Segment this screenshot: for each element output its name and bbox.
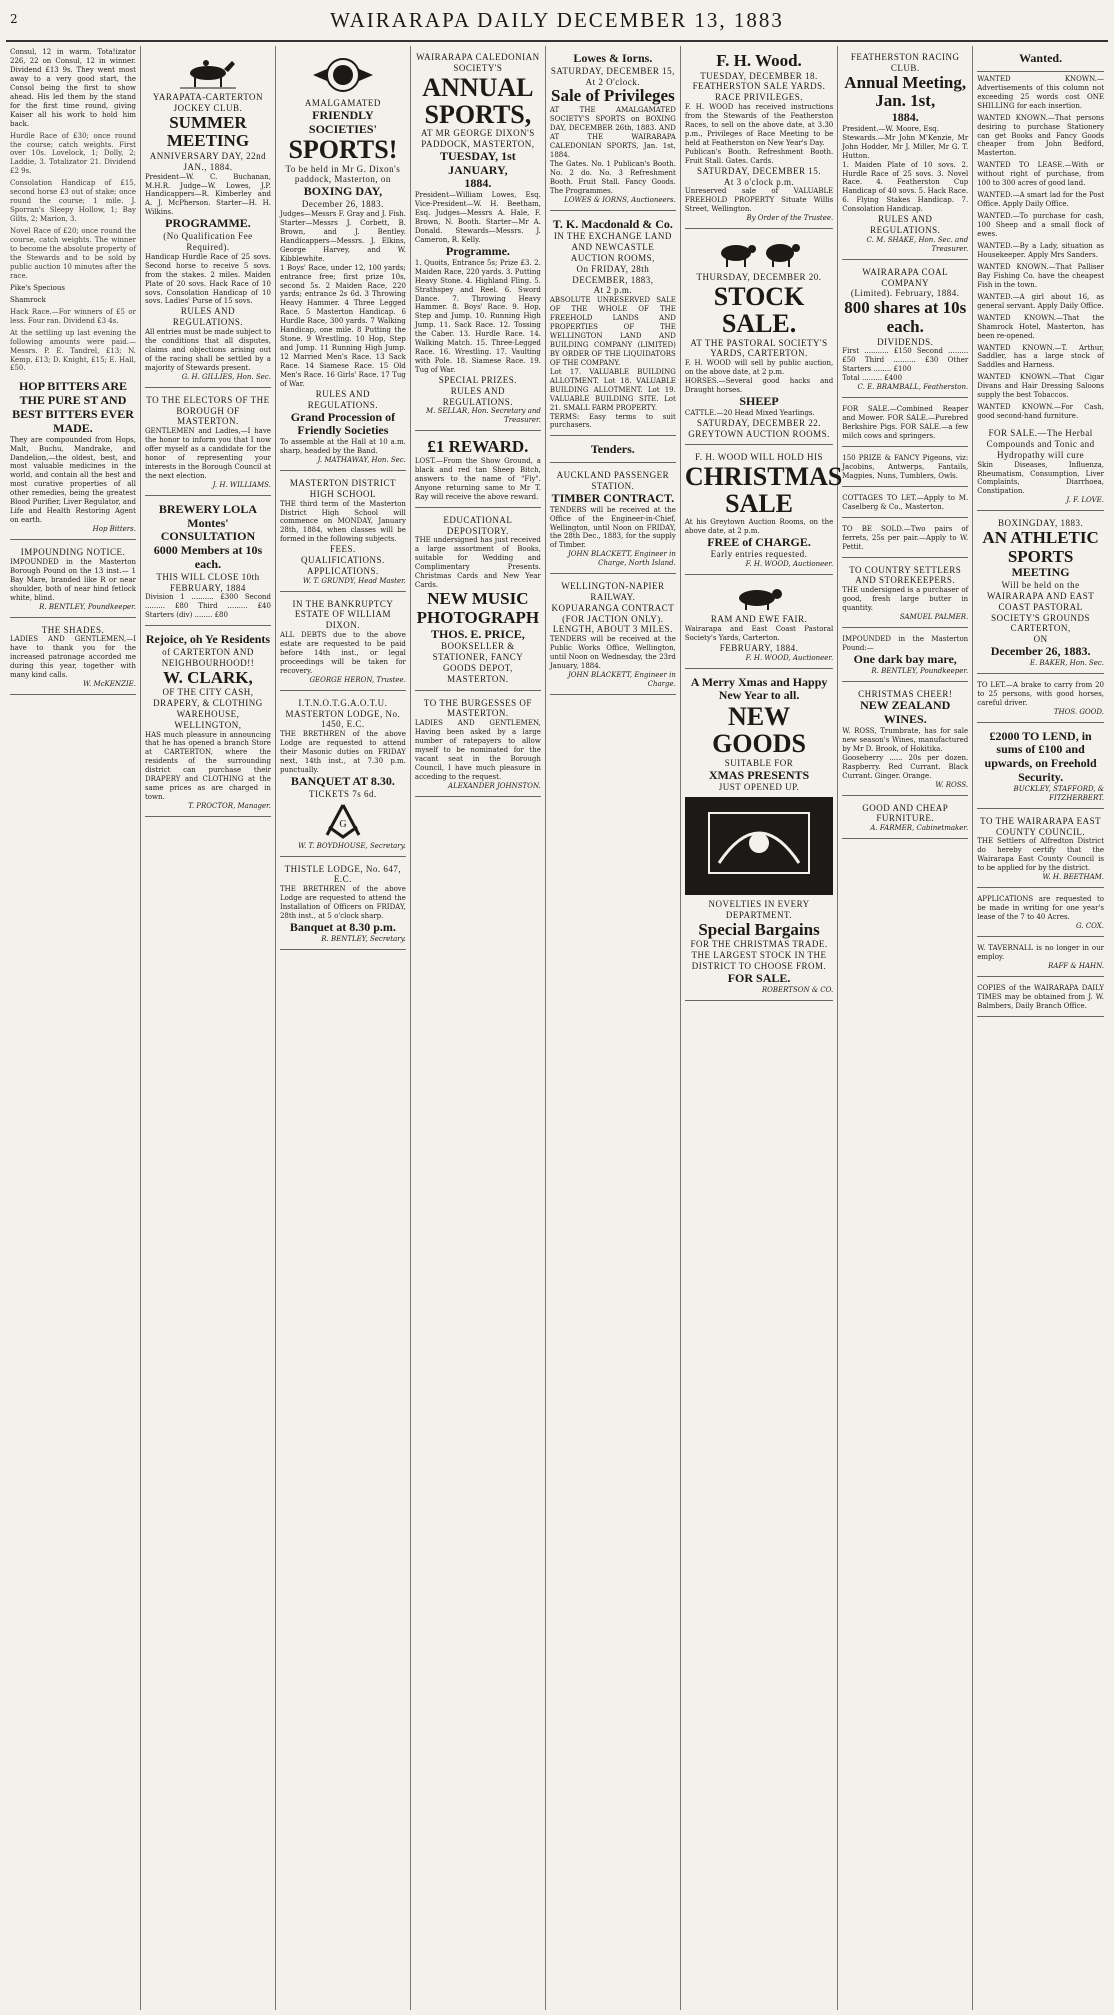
- clark-drapery-ad: [145, 629, 271, 817]
- wanted-item: WANTED TO LEASE.—With or without right of purchase, from 100 to 300 acres of good land.: [977, 161, 1105, 188]
- ad-signature: ALEXANDER JOHNSTON.: [448, 781, 541, 790]
- athletic-sports-ad: [977, 514, 1104, 674]
- ad-subheading: RULES AND REGULATIONS.: [307, 388, 379, 410]
- timber-contract-ad: [550, 466, 676, 574]
- ad-headline: 800 shares at 10s each.: [844, 298, 967, 336]
- christmas-wines-ad: [842, 685, 968, 796]
- jockey-club-ad: [145, 48, 271, 388]
- ad-note: LENGTH, ABOUT 3 MILES.: [552, 624, 673, 635]
- masthead: [0, 0, 1114, 40]
- ad-body: TO LET.—A brake to carry from 20 to 25 persons, with good horses, careful driver.: [977, 680, 1105, 707]
- ad-subheading: QUALIFICATIONS.: [301, 555, 385, 566]
- ad-place: WAIRARAPA AND EAST COAST PASTORAL SOCIETY'S GROUNDS CARTERTON,: [987, 591, 1095, 634]
- race-report-text: Consul, 12 in warm. Tota!izator 226, 22 on Consul, 12 in winner. Dividend £13 9s. They went most away to a very good start, the Consol being the first to show ahead. His led them by the stand for the first time round, giving Kaiser all his work to hold him back.: [10, 48, 136, 128]
- ad-signature: Hop Bitters.: [92, 525, 136, 534]
- ad-officers: Stewards.—Mr John M'Kenzie, Mr John Hodder, Mr J. Miller, Mr G. T. Hutton.: [842, 133, 969, 160]
- ad-signature: GEORGE HERON, Trustee.: [309, 675, 406, 684]
- ad-date: THIS WILL CLOSE 10th FEBRUARY, 1884: [156, 571, 260, 593]
- ad-headline: £1 REWARD.: [427, 437, 529, 457]
- ad-signature: W. H. BEETHAM.: [1042, 873, 1105, 882]
- ad-signature: T. PROCTOR, Manager.: [188, 802, 271, 811]
- ad-date: ANNIVERSARY DAY, 22nd JAN., 1884.: [149, 150, 267, 172]
- ad-body: All entries must be made subject to the conditions that all disputes, claims and objections arising out of the racing shall be settled by a majority of Stewards present.: [144, 328, 271, 372]
- column-2: [141, 46, 276, 2010]
- ad-body: HORSES.—Several good hacks and Draught horses.: [684, 377, 834, 394]
- ad-title: T. K. Macdonald & Co.: [552, 216, 673, 231]
- ad-signature: W. T. BOYDHOUSE, Secretary.: [298, 841, 406, 850]
- column-5: [546, 46, 681, 2010]
- ad-time: At 3 o'clock p.m.: [723, 176, 795, 187]
- ad-note: (No Qualification Fee Required).: [163, 231, 253, 252]
- ad-title: EDUCATIONAL DEPOSITORY.: [443, 514, 513, 536]
- ad-title: FRIENDLY SOCIETIES': [308, 107, 377, 136]
- ad-signature: ROBERTSON & CO.: [761, 985, 834, 994]
- programme-list: 1 Boys' Race, under 12, 100 yards; entrance free; first prize 10s, second 5s. 2 Maiden Race, 220 yards; entrance 2s 6d. 3 Throwing Heavy Hammer. 4 Three Legged Race. 5 Masterton Handicap. 6 Hurdle Race, 300 yards. 7 Walking Handicap, one mile. 8 Putting the Stone. 9 Wrestling. 10 Hop, Step and Jump. 11 Running High Jump. 12 Married Men's Race. 13 Sack Race. 14 Siamese Race. 15 Old Men's Race. 16 Girls' Race. 17 Tug of War.: [279, 263, 406, 388]
- ad-signature: G. H. GILLIES, Hon. Sec.: [181, 372, 271, 381]
- ad-title: I.T.N.O.T.G.A.O.T.U.: [298, 697, 388, 708]
- section-heading: Tenders.: [590, 442, 635, 457]
- ad-body: F. H. WOOD will sell by public auction, on the above date, at 2 p.m.: [684, 359, 834, 377]
- race-report-line: Shamrock: [10, 295, 46, 304]
- ad-title: A Merry Xmas and Happy New Year to all.: [690, 674, 828, 703]
- ad-headline: 6000 Members at 10s each.: [153, 543, 263, 571]
- shades-ad: [10, 621, 136, 696]
- ad-signature: SAMUEL PALMER.: [899, 613, 969, 622]
- ad-date: December 26, 1883.: [990, 644, 1091, 659]
- masonic-lodge-notice: [280, 694, 406, 857]
- ad-date: SATURDAY, DECEMBER 22.: [697, 417, 822, 428]
- featherston-racing-ad: [842, 48, 968, 260]
- ad-headline: Special Bargains: [698, 919, 820, 939]
- ad-note: Early entries requested.: [710, 549, 808, 560]
- thistle-lodge-notice: [280, 860, 406, 950]
- programme-list: 1. Quoits, Entrance 5s; Prize £3. 2. Maiden Race, 220 yards. 3. Putting Heavy Stone. 4. Highland Fling. 5. Strathspey and Reel. 6. Sword Dance. 7. Throwing Heavy Hammer. 8. Boys' Race. 9. Hop, Step and Jump. 10. Running High Jump. 11. Sack Race. 12. Tossing the Caber. 13. Hurdle Race. 14. Walking Match. 15. Three-Legged Race. 16. Wrestling. 17. Vaulting with Pole. 18. Siamese Race. 19. Tug of War.: [414, 258, 541, 375]
- compass-square-icon: [323, 803, 363, 839]
- county-council-notice: [977, 812, 1104, 888]
- friendly-societies-ad: [280, 48, 406, 471]
- employment-notice: [977, 940, 1104, 977]
- ad-signature: A. FARMER, Cabinetmaker.: [870, 824, 969, 833]
- ad-body: THE undersigned has just received a large assortment of Books, suitable for Wedding and Complimentary Presents. Christmas Cards and New Year Cards.: [414, 536, 541, 590]
- ad-headline: BANQUET AT 8.30.: [290, 773, 395, 788]
- ad-body: COTTAGES TO LET.—Apply to M. Caselberg & Co., Masterton.: [842, 493, 969, 511]
- ad-signature: THOS. GOOD.: [1053, 707, 1105, 716]
- ad-body: LOST.—From the Show Ground, a black and red tan Sheep Bitch, answers to the name of "Fly". Anyone returning same to Mr T. Ray will receive the above reward.: [414, 457, 541, 501]
- ad-title: THISTLE LODGE, No. 647, E.C.: [284, 863, 402, 885]
- ad-signature: G. COX.: [1076, 921, 1105, 930]
- ad-date: On FRIDAY, 28th DECEMBER, 1883,: [572, 263, 654, 285]
- wanted-item: WANTED KNOWN.—That Cigar Divans and Hair Dressing Saloons supply the best Tobaccos.: [977, 373, 1105, 400]
- ad-subheading: ON: [1033, 634, 1048, 645]
- ad-subheading: FEES.: [330, 544, 356, 555]
- ad-signature: R. BENTLEY, Secretary.: [321, 934, 406, 943]
- race-report-text: Novel Race of £20; once round the course, catch weights. The winner to become the absolute property of the Stewards and to be sold by public auction 10 minutes after the race.: [10, 227, 136, 280]
- ad-date: TUESDAY, DECEMBER 18.: [700, 70, 818, 81]
- herbal-compounds-ad: [977, 424, 1104, 511]
- ad-headline: SPORTS!: [288, 135, 398, 165]
- ad-signature: M. SELLAR, Hon. Secretary and Treasurer.: [425, 407, 541, 425]
- ad-body: FOR SALE.—Combined Reaper and Mower. FOR SALE.—Purebred Berkshire Pigs. FOR SALE.—a few milch cows and springers.: [842, 405, 969, 440]
- ad-signature: C. M. SHAKE, Hon. Sec. and Treasurer.: [866, 235, 969, 253]
- ad-body: ABSOLUTE UNRESERVED SALE OF THE WHOLE OF THE FREEHOLD LANDS AND PROPERTIES OF THE WELLINGTON LAND AND BUILDING COMPANY (LIMITED) BY ORDER OF THE LIQUIDATORS OF THE COMPANY.: [549, 296, 676, 367]
- ad-body: TO BE SOLD.—Two pairs of ferrets, 25s per pair.—Apply to W. Pettit.: [842, 524, 969, 551]
- column-4: [411, 46, 546, 2010]
- macdonald-ad: [550, 214, 676, 437]
- ad-signature: R. BENTLEY, Poundkeeper.: [39, 602, 136, 611]
- tenders-heading: [550, 439, 676, 463]
- napier-railway-ad: [550, 577, 676, 695]
- ad-officers: Judges—Messrs F. Gray and J. Fish. Starter—Messrs J. Corbett, B. Brown, and J. Bentley. Handicappers—Messrs. J. Elkins, George Harvey, and W. Kibblewhite.: [279, 209, 406, 263]
- ad-officers: President—William Lowes, Esq. Vice-President—W. H. Beetham, Esq. Judges—Messrs A. Hale, F. Brown, N. Booth. Starter—Mr A. Donald. Stewards—Messrs. J. Cameron, R. Kelly.: [414, 191, 541, 244]
- ad-date: 1884.: [891, 109, 919, 124]
- ad-headline: One dark bay mare,: [853, 651, 957, 666]
- ad-signature: JOHN BLACKETT, Engineer in Charge, North Island.: [567, 550, 676, 568]
- ad-title: TO THE WAIRARAPA EAST COUNTY COUNCIL.: [980, 815, 1102, 837]
- ad-title: WAIRARAPA CALEDONIAN SOCIETY'S: [416, 52, 540, 73]
- ad-subheading: Programme.: [445, 243, 510, 258]
- ad-subheading: Grand Procession of Friendly Societies: [290, 409, 396, 438]
- wood-race-privileges-ad: [685, 48, 833, 229]
- ad-title: Lowes & Iorns.: [573, 51, 653, 65]
- ad-title: RAM AND EWE FAIR.: [710, 614, 808, 625]
- ad-officers: President.—W. Moore, Esq.: [842, 124, 939, 133]
- programme-list: 1. Maiden Plate of 10 sovs. 2. Hurdle Race of 25 sovs. 3. Novel Race. 4. Featherston Cup Handicap of 40 sovs. 5. Hack Race. 6. Flying Stakes Handicap. 7. Consolation Handicap.: [842, 160, 969, 214]
- newspaper-title: WAIRARAPA DAILY DECEMBER 13, 1883: [330, 8, 784, 32]
- prize-total: Total ......... £400: [842, 374, 903, 383]
- column-7: [838, 46, 973, 2010]
- section-heading: Wanted.: [1019, 51, 1063, 65]
- ad-title: WELLINGTON-NAPIER RAILWAY.: [561, 581, 665, 603]
- ad-headline: NEW MUSIC: [427, 589, 529, 609]
- ad-subheading: NOVELTIES IN EVERY DEPARTMENT.: [708, 899, 810, 920]
- ad-place: AT THE PASTORAL SOCIETY'S YARDS, CARTERTON.: [690, 337, 828, 359]
- ad-title: FEATHERSTON SALE YARDS.: [692, 81, 826, 92]
- wanted-item: WANTED.—By a Lady, situation as Housekeeper. Apply Mrs Sanders.: [977, 242, 1105, 259]
- copies-notice: [977, 980, 1104, 1017]
- ad-title: TO COUNTRY SETTLERS AND STOREKEEPERS.: [849, 564, 962, 586]
- ad-body: IMPOUNDED in the Masterton Borough Pound on the 13 inst.— 1 Bay Mare, branded like R or near shoulder, both of near hind fetlock white, blind.: [10, 557, 136, 602]
- ad-body: Wairarapa and East Coast Pastoral Society's Yards, Carterton.: [684, 624, 834, 642]
- ad-date: (Limited). February, 1884.: [850, 288, 960, 299]
- ad-body: F. H. WOOD has received instructions from the Stewards of the Featherston Races, to sell on the above date, at 3.30 p.m., Privileges of Race Meeting to be held at Featherston on New Year's Day.: [684, 103, 834, 147]
- ad-body: At his Greytown Auction Rooms, on the above date, at 2 p.m.: [684, 517, 834, 535]
- ad-headline: ANNUAL SPORTS,: [422, 72, 534, 129]
- wanted-item: WANTED KNOWN.—T. Arthur, Saddler, has a large stock of Saddles and Harness.: [977, 343, 1105, 370]
- ad-signature: BUCKLEY, STAFFORD, & FITZHERBERT.: [1013, 784, 1105, 802]
- ad-note: TICKETS 7s 6d.: [309, 788, 377, 799]
- ad-title: GOOD AND CHEAP FURNITURE.: [862, 802, 949, 824]
- ad-body: HAS much pleasure in announcing that he has opened a branch Store at CARTERTON, where the residents of the surrounding district can purchase their DRAPERY and CLOTHING at the same prices as are charged in town.: [144, 730, 271, 802]
- ad-title: IN THE BANKRUPTCY ESTATE OF WILLIAM DIXON.: [292, 598, 394, 631]
- ad-place: GREYTOWN AUCTION ROOMS.: [688, 428, 830, 439]
- ad-subheading: FOR THE CHRISTMAS TRADE.: [690, 939, 828, 950]
- ad-subheading: SHEEP: [739, 393, 779, 408]
- ad-subheading: KOPUARANGA CONTRACT (FOR JACTION ONLY).: [551, 602, 675, 624]
- decorative-ornament-icon: [699, 803, 819, 883]
- ad-body: IMPOUNDED in the Masterton Pound:—: [842, 634, 969, 652]
- wanted-heading: [977, 48, 1104, 72]
- ad-date: TUESDAY, 1st JANUARY,: [439, 148, 516, 177]
- ad-signature: W. T. GRUNDY, Head Master.: [302, 576, 406, 585]
- lowes-iorns-ad: [550, 48, 676, 211]
- new-goods-ad: [685, 672, 833, 1001]
- ad-title: BREWERY LOLA Montes' CONSULTATION: [158, 501, 258, 544]
- ad-title: WAIRARAPA COAL COMPANY: [862, 266, 949, 288]
- ad-terms: TERMS: Easy terms to suit purchasers.: [549, 412, 676, 430]
- ad-headline: CHRISTMAS: [684, 462, 843, 492]
- ad-headline: W. CLARK,: [163, 667, 253, 687]
- ad-body: THE third term of the Masterton District High School will commence on MONDAY, January 28th, 1884, when classes will be formed in the following subjects.: [279, 499, 406, 544]
- ad-date: BOXINGDAY, 1883.: [997, 518, 1084, 529]
- ferrets-ad: [842, 521, 968, 558]
- ad-body: W. TAVERNALL is no longer in our employ.: [977, 943, 1105, 961]
- ad-body: THE undersigned is a purchaser of good, fresh large butter in quantity.: [842, 586, 969, 613]
- bankruptcy-notice: [280, 595, 406, 691]
- ad-subheading: RULES AND REGULATIONS.: [442, 385, 514, 407]
- wanted-item: WANTED KNOWN.—For Cash, good second-hand furniture.: [977, 403, 1105, 421]
- ram-icon: [729, 585, 789, 611]
- ad-subheading: RULES AND REGULATIONS.: [172, 306, 244, 328]
- column-6: [681, 46, 843, 2010]
- wanted-item: WANTED KNOWN.—That persons desiring to purchase Stationery can get Books and Fancy Goods cheaper from John Bedford, Masterton.: [977, 113, 1105, 158]
- ad-title: MASTERTON LODGE, No. 1450, E.C.: [285, 708, 401, 730]
- wine-list: Gooseberry ...... 20s per dozen. Raspberry. Red Currant. Black Currant. Ginger. Orange.: [842, 753, 969, 780]
- ad-body: 150 PRIZE & FANCY Pigeons, viz: Jacobins, Antwerps, Fantails, Magpies, Nuns, Tumblers, Owls.: [842, 453, 969, 480]
- ad-headline: £2000 TO LEND, in sums of £100 and upwards, on Freehold Security.: [984, 728, 1097, 785]
- ad-signature: F. H. WOOD, Auctioneer.: [745, 653, 834, 662]
- ad-time: At 2 O'clock.: [585, 76, 641, 87]
- privilege-list: Publican's Booth. Refreshment Booth. Fruit Stall. Gates. Cards.: [684, 147, 834, 165]
- depository-ad: [415, 511, 541, 691]
- ad-body: LADIES AND GENTLEMEN,—I have to thank you for the increased patronage accorded me during this year, together with many kind calls.: [10, 635, 136, 680]
- ad-date: SATURDAY, DECEMBER 15,: [550, 65, 675, 76]
- ad-subheading: XMAS PRESENTS: [708, 767, 810, 782]
- ad-title: AUCKLAND PASSENGER STATION.: [556, 470, 670, 492]
- ad-title: CHRISTMAS CHEER!: [858, 688, 953, 699]
- ad-signature: R. BENTLEY, Poundkeeper.: [871, 666, 969, 675]
- ad-signature: J. H. WILLIAMS.: [212, 480, 271, 489]
- ad-date: December 26, 1883.: [301, 199, 384, 210]
- race-report-text: Consolation Handicap of £15, second horse £3 out of stake; once round the course; 1 mile. J. Sporran's Sleepy Hollow, 1; Bay Gilts, 2; Marion, 3.: [10, 179, 136, 224]
- ad-headline: PHOTOGRAPH: [416, 607, 540, 627]
- ad-place: AT MR GEORGE DIXON'S PADDOCK, MASTERTON,: [421, 128, 535, 149]
- ad-title: F. H. WOOD WILL HOLD HIS: [695, 452, 823, 463]
- ad-date: SATURDAY, DECEMBER 15.: [697, 165, 822, 176]
- ad-headline: Annual Meeting, Jan. 1st,: [844, 72, 967, 111]
- high-school-ad: [280, 474, 406, 592]
- page-number: 2: [10, 12, 18, 26]
- ad-title: YARAPATA-CARTERTON JOCKEY CLUB.: [152, 92, 264, 113]
- ad-subheading: JUST OPENED UP.: [718, 782, 800, 793]
- ad-title: FEATHERSTON RACING CLUB.: [850, 52, 960, 73]
- ram-ewe-fair-ad: [685, 578, 833, 668]
- ad-body: Handicap Hurdle Race of 25 sovs. Second horse to receive 5 sovs. from the stakes. 2 miles. Maiden Plate of 20 sovs. Hack Race of 10 sovs. Consolation Handicap of 10 sovs. Ladies' Purse of 15 sovs.: [144, 252, 271, 306]
- ad-body: THE Settlers of Alfredton District do hereby certify that the Wairarapa East County Council is to be applied for by the district.: [977, 837, 1105, 873]
- ad-headline: SALE: [725, 489, 793, 519]
- ad-title: Rejoice, oh Ye Residents: [145, 632, 271, 647]
- illustration-block: [685, 797, 833, 895]
- ad-title: THE SHADES.: [41, 624, 105, 635]
- ad-title: IMPOUNDING NOTICE.: [20, 547, 126, 558]
- ad-headline: SUMMER MEETING: [166, 112, 250, 151]
- ad-subheading: SPECIAL PRIZES.: [438, 375, 517, 386]
- ad-body: THE BRETHREN of the above Lodge are requested to attend the Installation of Officers on FRIDAY, 28th inst., at 5 o'clock sharp.: [279, 885, 406, 920]
- reward-notice: [415, 434, 541, 507]
- ad-signature: W. McKENZIE.: [83, 680, 136, 689]
- coal-company-ad: [842, 263, 968, 398]
- ad-body: AT THE AMALGAMATED SOCIETY'S SPORTS on BOXING DAY, DECEMBER 26th, 1883. AND AT THE WAIRARAPA CALEDONIAN SPORTS, Jan. 1st, 1884.: [549, 106, 676, 159]
- ad-officers: President—W. C. Buchanan, M.H.R. Judge—W. Lowes, J.P. Handicappers—R. Kimberley and A. J. McPherson. Starter—H. H. Wilkins.: [144, 172, 271, 217]
- ad-title: FOR SALE.—The Herbal Compounds and Tonic and Hydropathy will cure: [986, 428, 1095, 460]
- ad-signature: E. BAKER, Hon. Sec.: [1029, 658, 1105, 667]
- ad-body: W. ROSS, Trumbrate, has for sale new season's Wines, manufactured by Mr D. Brook, of Hokitika.: [842, 727, 969, 753]
- ad-subheading: MEETING: [1011, 565, 1070, 580]
- furniture-ad: [842, 799, 968, 840]
- cottages-ad: [842, 490, 968, 518]
- christmas-sale-ad: [684, 448, 843, 575]
- ad-time: At 2 p.m.: [593, 285, 633, 296]
- ad-signature: W. ROSS.: [935, 780, 969, 789]
- ad-subheading: RACE PRIVILEGES.: [715, 92, 804, 103]
- ad-body: APPLICATIONS are requested to be made in writing for one year's lease of the 7 to 40 Acres.: [977, 895, 1105, 921]
- electors-notice: [145, 391, 271, 496]
- ad-headline: AN ATHLETIC SPORTS: [982, 528, 1099, 566]
- pigeons-ad: [842, 450, 968, 487]
- wanted-item: WANTED.—To purchase for cash, 100 Sheep and a small flock of ewes.: [977, 212, 1105, 239]
- race-report-text: Hurdle Race of £30; once round the course; catch weights. First over 10s. Lovelock, 1; Dolly, 2; Laddie, 3. Totalizator 21. Dividend £2 9s.: [10, 131, 136, 176]
- ad-place: To be held in Mr G. Dixon's paddock, Masterton, on: [285, 163, 401, 185]
- ad-body: ALL DEBTS due to the above estate are requested to be paid before 14th inst., or legal proceedings will be taken for recovery.: [279, 631, 406, 675]
- wanted-item: WANTED KNOWN.—That the Shamrock Hotel, Masterton, has been re-opened.: [977, 313, 1105, 340]
- ad-title: HOP BITTERS ARE THE PURE ST AND BEST BITTERS EVER MADE.: [12, 379, 134, 435]
- svg-text:G: G: [339, 818, 347, 830]
- ad-body: TENDERS will be received at the Office of the Engineer-in-Chief, Wellington, until Noon on FRIDAY, the 28th Dec., 1883, for the supply of Timber.: [549, 505, 676, 550]
- ad-date: 1884.: [464, 176, 492, 191]
- ad-subheading: OF THE CITY CASH, DRAPERY, & CLOTHING WAREHOUSE, WELLINGTON,: [153, 687, 263, 730]
- ad-subheading: FREE of CHARGE.: [707, 534, 811, 549]
- race-report-text: At the settling up last evening the following amounts were paid.—Messrs. P. E. Tandrel, £13; N. Kemp, £13; D. Knight, £15; E. Hall, £50.: [10, 328, 136, 373]
- ad-subheading: PROGRAMME.: [165, 216, 251, 231]
- wanted-item: WANTED KNOWN.—That Palliser Bay Fishing Co. have the cheapest Fish in the town.: [977, 262, 1105, 289]
- ad-body: To assemble at the Hall at 10 a.m. sharp, headed by the Band.: [279, 438, 406, 456]
- for-sale-list: [842, 401, 968, 447]
- hop-bitters-ad: [10, 376, 136, 540]
- ad-body: CATTLE.—20 Head Mixed Yearlings.: [684, 408, 815, 417]
- ad-headline: Sale of Privileges: [551, 86, 675, 106]
- ad-subheading: SUITABLE FOR: [724, 757, 794, 768]
- impounding-notice: [10, 543, 136, 618]
- prize-list: Division 1 .......... £300 Second ......... £80 Third ......... £40 Starters (div) ........ £80: [144, 593, 271, 620]
- burgesses-notice: [415, 694, 541, 797]
- applications-notice: [977, 891, 1104, 937]
- ad-title: AMALGAMATED: [304, 98, 381, 108]
- wanted-item: WANTED.—A smart lad for the Post Office. Apply Daily Office.: [977, 191, 1105, 209]
- society-crest-icon: [308, 55, 378, 95]
- ad-subheading: APPLICATIONS.: [307, 565, 379, 576]
- ad-date: THURSDAY, DECEMBER 20.: [696, 272, 822, 283]
- ad-subheading: DIVIDENDS.: [877, 336, 934, 347]
- horse-race-icon: [178, 55, 238, 89]
- ad-headline: NEW GOODS: [712, 702, 806, 759]
- ad-date: BOXING DAY,: [303, 184, 383, 199]
- ad-body: Skin Diseases, Influenza, Rheumatism, Consumption, Liver Complaints, Diarrhoea, Constipation.: [977, 460, 1105, 496]
- ad-subheading: Will be held on the: [1001, 580, 1080, 591]
- wanted-list: [977, 75, 1104, 421]
- ad-subheading: TIMBER CONTRACT.: [551, 490, 675, 505]
- country-settlers-ad: [842, 561, 968, 628]
- prize-list: First ........... £150 Second ......... £50 Third .......... £30 Other Starters ........ £100: [842, 347, 969, 374]
- ad-body: COPIES of the WAIRARAPA DAILY TIMES may be obtained from J. W. Balmbers, Daily Branch Office.: [977, 983, 1105, 1010]
- column-1: [6, 46, 141, 2010]
- wanted-item: WANTED KNOWN.—Advertisements of this column not exceeding 25 words cost ONE SHILLING for each insertion.: [977, 74, 1105, 110]
- stock-sale-ad: [685, 232, 833, 445]
- ad-subheading: RULES AND REGULATIONS.: [870, 214, 941, 236]
- lots-list: Lot 17. VALUABLE BUILDING ALLOTMENT. Lot 18. VALUABLE BUILDING ALLOTMENT. Lot 19. VALUABLE BUILDING SITE. Lot 21. SMALL FARM PROPERTY.: [549, 367, 676, 412]
- livestock-icon: [714, 239, 804, 269]
- ad-subheading: of CARTERTON AND NEIGHBOURHOOD!!: [161, 647, 255, 668]
- ad-subheading: BOOKSELLER & STATIONER, FANCY GOODS DEPOT, MASTERTON.: [432, 641, 524, 684]
- ad-date: FEBRUARY, 1884.: [719, 642, 799, 653]
- ad-body: THE BRETHREN of the above Lodge are requested to attend their Masonic duties on FRIDAY next, 14th inst., at 7.30 p.m. punctually.: [279, 730, 406, 774]
- column-8: [973, 46, 1108, 2010]
- race-report-text: Hack Race.—For winners of £5 or less. Four ran. Dividend £3 4s.: [10, 307, 136, 325]
- ad-signature: F. H. WOOD, Auctioneer.: [745, 560, 834, 569]
- ad-body: Unreserved sale of VALUABLE FREEHOLD PROPERTY Situate Willis Street, Wellington.: [684, 187, 834, 214]
- ad-signature: JOHN BLACKETT, Engineer in Charge.: [567, 671, 676, 689]
- ad-body: They are compounded from Hops, Malt, Buchu, Mandrake, and Dandelion,—the oldest, best, and most valuable medicines in the world, and contain all the best and most curative properties of all other remedies, being the greatest Blood Purifier, Liver Regulator, and Life and Health Restoring Agent on earth.: [10, 435, 136, 525]
- ad-body: TENDERS will be received at the Public Works Office, Wellington, until Noon on Wednesday, the 23rd January, 1884.: [549, 635, 676, 671]
- caledonian-sports-ad: [415, 48, 541, 431]
- privilege-list: The Gates. No. 1 Publican's Booth. No. 2 do. No. 3 Refreshment Booth. Fruit Stall. Fancy Goods. The Programmes.: [549, 159, 676, 195]
- ad-signature: RAFF & HAHN.: [1048, 961, 1105, 970]
- ad-title: F. H. Wood.: [716, 51, 802, 70]
- ad-subheading: IN THE EXCHANGE LAND AND NEWCASTLE AUCTION ROOMS,: [553, 231, 672, 263]
- newspaper-columns: [6, 46, 1108, 2010]
- lola-montes-ad: [145, 499, 271, 626]
- brake-to-let-ad: [977, 677, 1104, 723]
- impounded-ad: [842, 631, 968, 682]
- ad-signature: J. F. LOVE.: [1066, 496, 1105, 505]
- ad-title: TO THE BURGESSES OF MASTERTON.: [423, 697, 532, 719]
- wanted-item: WANTED.—A girl about 16, as general servant. Apply Daily Office.: [977, 292, 1105, 310]
- ad-signature: By Order of the Trustee.: [746, 214, 834, 223]
- race-report-line: Pike's Specious: [10, 283, 65, 292]
- ad-headline: Banquet at 8.30 p.m.: [289, 919, 396, 934]
- ad-title: MASTERTON DISTRICT HIGH SCHOOL: [289, 477, 396, 499]
- ad-signature: C. E. BRAMBALL, Featherston.: [857, 383, 969, 392]
- ad-headline: NEW ZEALAND WINES.: [860, 698, 951, 727]
- ad-body: LADIES AND GENTLEMEN, Having been asked by a large number of ratepayers to allow myself to be nominated for the vacant seat in the Borough Council, I have much pleasure in acceding to the request.: [414, 719, 541, 781]
- ad-title: TO THE ELECTORS OF THE BOROUGH OF MASTERTON.: [146, 394, 270, 427]
- ad-title: THOS. E. PRICE,: [431, 626, 525, 641]
- money-to-lend-ad: [977, 726, 1104, 809]
- ad-subheading: FOR SALE.: [727, 970, 791, 985]
- column-3: [276, 46, 411, 2010]
- ad-signature: J. MATHAWAY, Hon. Sec.: [317, 456, 406, 465]
- ad-headline: STOCK SALE.: [713, 281, 805, 339]
- masthead-rule: [6, 40, 1108, 42]
- ad-body: GENTLEMEN and Ladies,—I have the honor to inform you that I now offer myself as a candidate for the honor of representing your interests in the Borough Council at the next election.: [144, 427, 271, 480]
- ad-subheading: THE LARGEST STOCK IN THE DISTRICT TO CHOOSE FROM.: [691, 950, 827, 972]
- ad-signature: LOWES & IORNS, Auctioneers.: [564, 195, 676, 204]
